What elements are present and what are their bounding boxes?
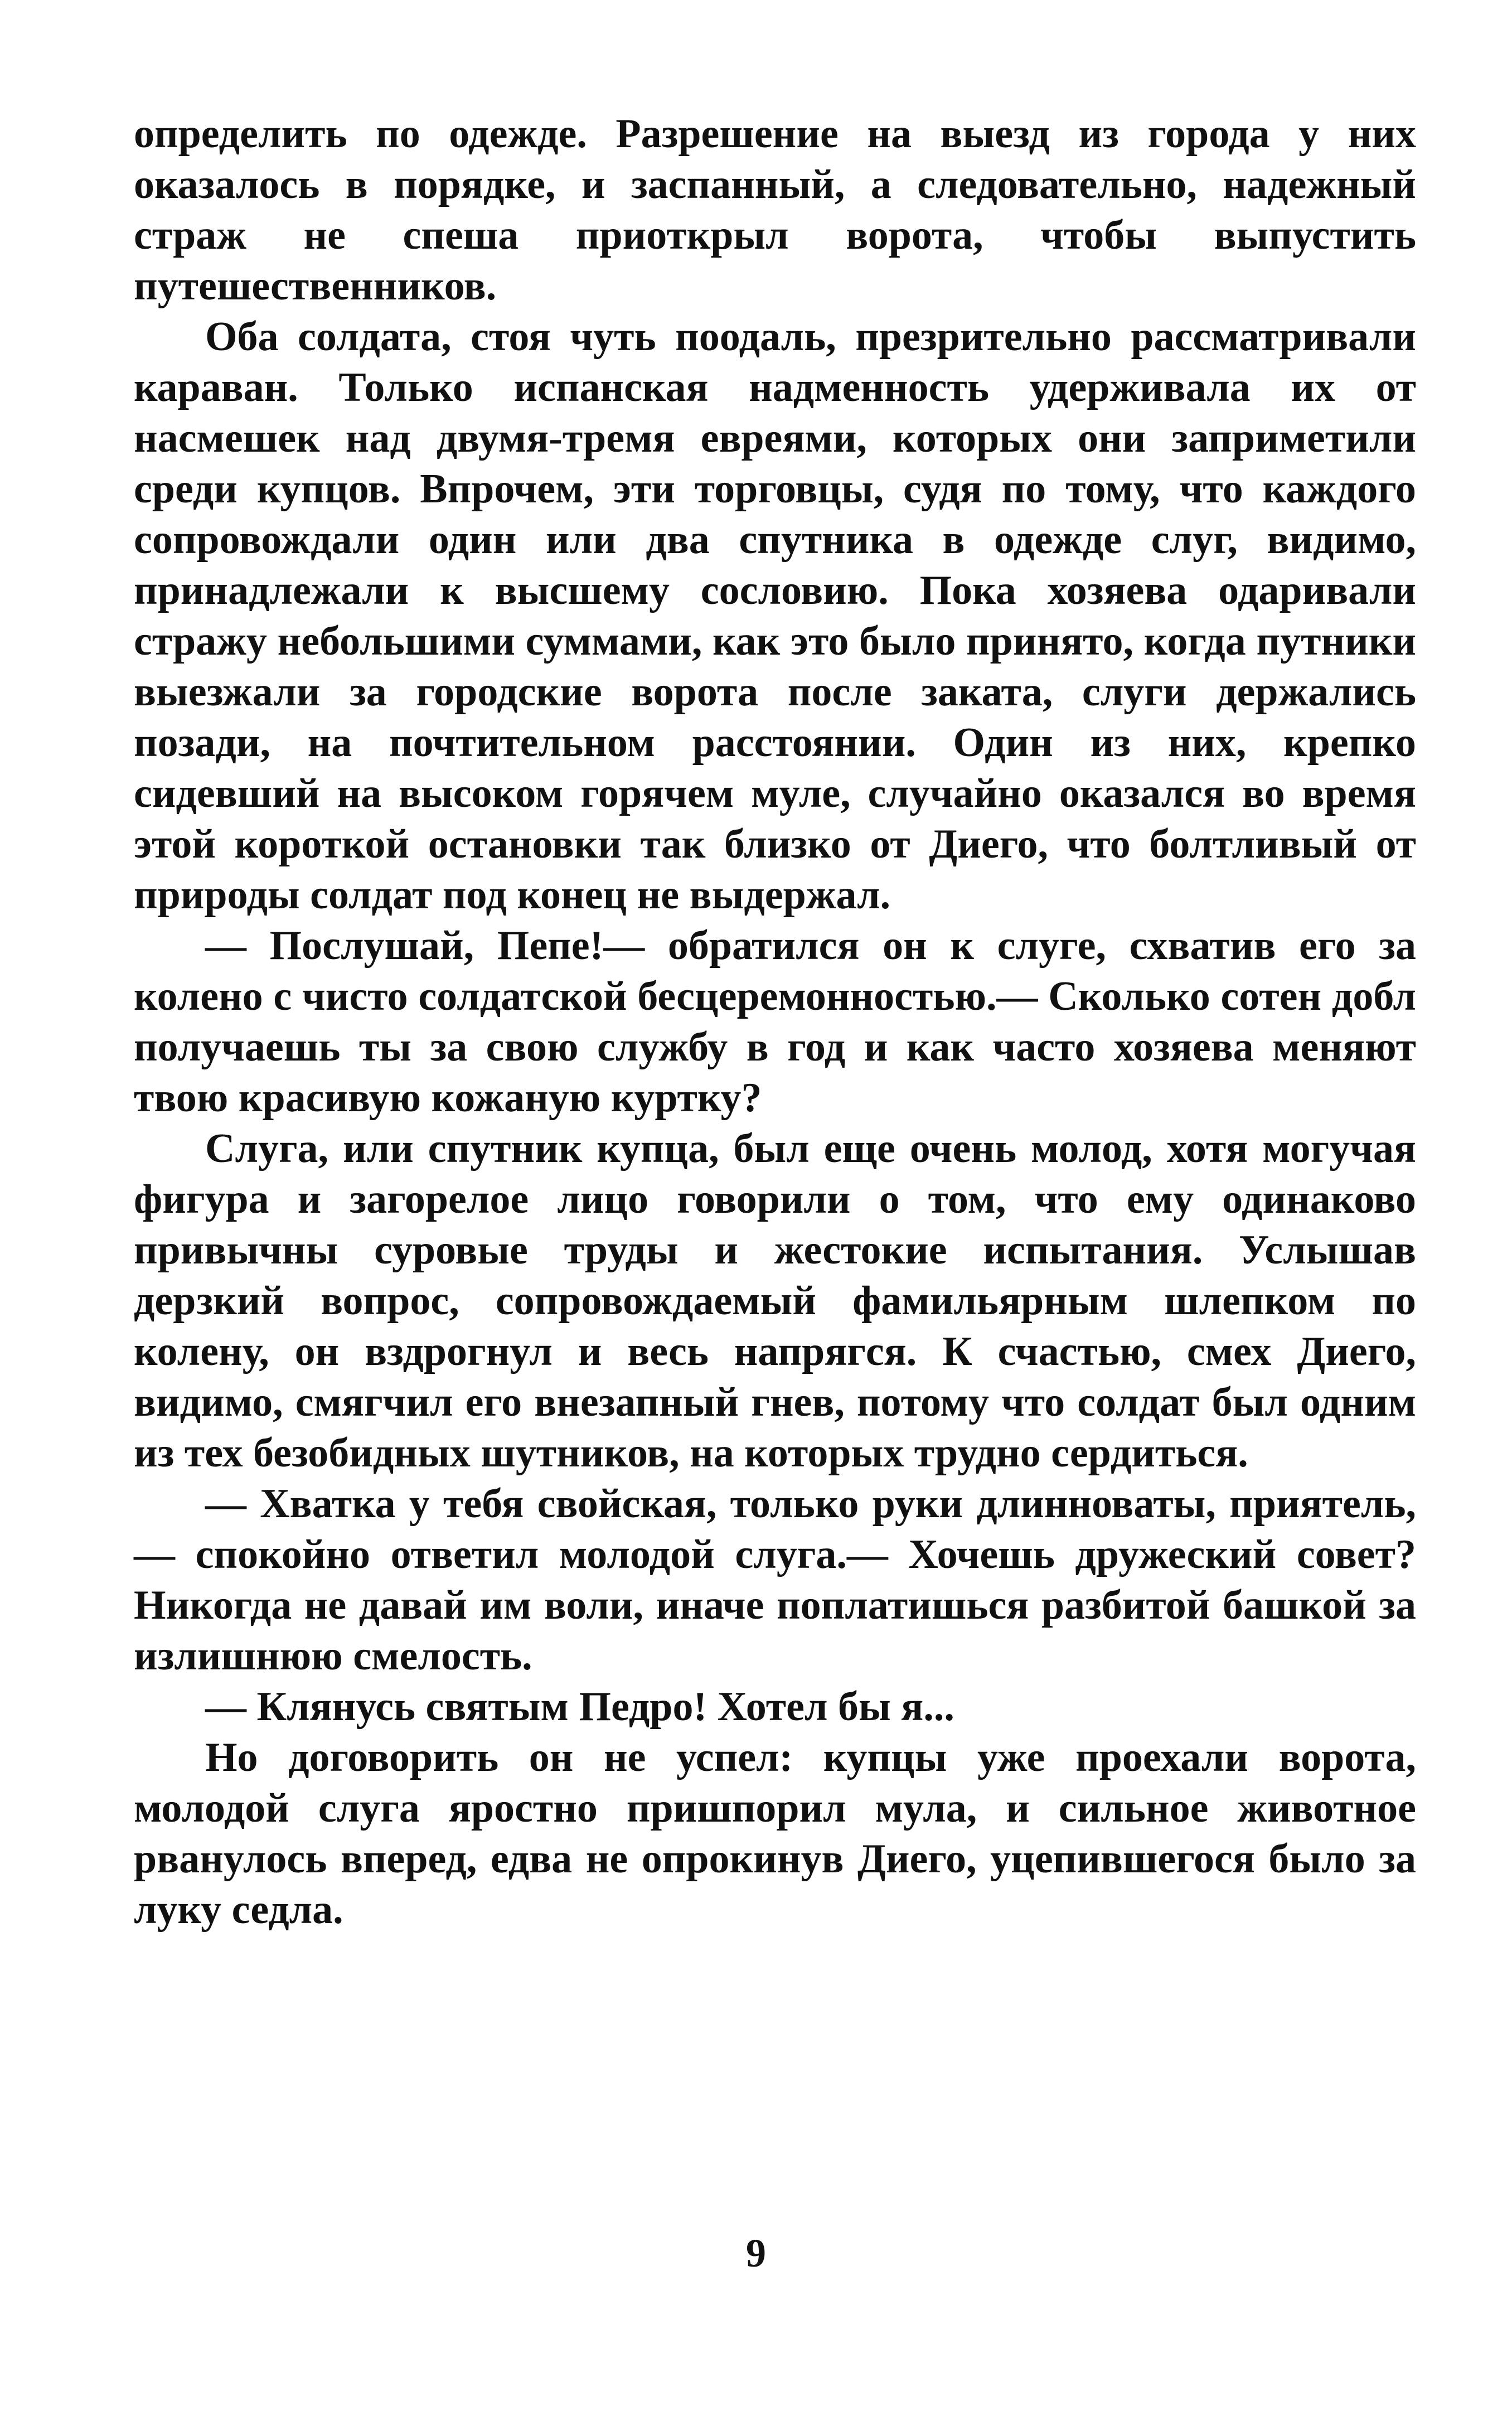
page-number: 9 (746, 2231, 766, 2275)
paragraph-2: Оба солдата, стоя чуть поодаль, презрительно рассматривали караван. Только испанская надменность удерживала их от насмешек над двумя-тремя евреями, которых они заприметили среди купцов. Впрочем, эти торговцы, судя по тому, что каждого сопровождали один или два спутника в одежде слуг, видимо, принадлежали к высшему сословию. Пока хозяева одаривали стражу небольшими суммами, как это было принято, когда путники выезжали за городские ворота после заката, слуги держались позади, на почтительном расстоянии. Один из них, крепко сидевший на высоком горячем муле, случайно оказался во время этой короткой остановки так близко от Диего, что болтливый от природы солдат под конец не выдержал. (134, 314, 1416, 918)
paragraph-7: Но договорить он не успел: купцы уже проехали ворота, молодой слуга яростно пришпорил мула, и сильное животное рванулось вперед, едва не опрокинув Диего, уцепившегося было за луку седла. (134, 1735, 1416, 1933)
paragraph-3: — Послушай, Пепе!— обратился он к слуге, схватив его за колено с чисто солдатской бесцеремонностью.— Сколько сотен добл получаешь ты за свою службу в год и как часто хозяева меняют твою красивую кожаную куртку? (134, 923, 1416, 1121)
page-body (134, 109, 1416, 2339)
paragraph-6: — Клянусь святым Педро! Хотел бы я... (205, 1684, 954, 1730)
paragraph-4: Слуга, или спутник купца, был еще очень молод, хотя могучая фигура и загорелое лицо говорили о том, что ему одинаково привычны суровые труды и жестокие испытания. Услышав дерзкий вопрос, сопровождаемый фамильярным шлепком по колену, он вздрогнул и весь напрягся. К счастью, смех Диего, видимо, смягчил его внезапный гнев, потому что солдат был одним из тех безобидных шутников, на которых трудно сердиться. (134, 1126, 1416, 1476)
paragraph-5: — Хватка у тебя свойская, только руки длинноваты, приятель,— спокойно ответил молодой слуга.— Хочешь дружеский совет? Никогда не давай им воли, иначе поплатишься разбитой башкой за излишнюю смелость. (134, 1481, 1416, 1679)
paragraph-1: определить по одежде. Разрешение на выезд из города у них оказалось в порядке, и заспанный, а следовательно, надежный страж не спеша приоткрыл ворота, чтобы выпустить путешественников. (134, 111, 1416, 309)
